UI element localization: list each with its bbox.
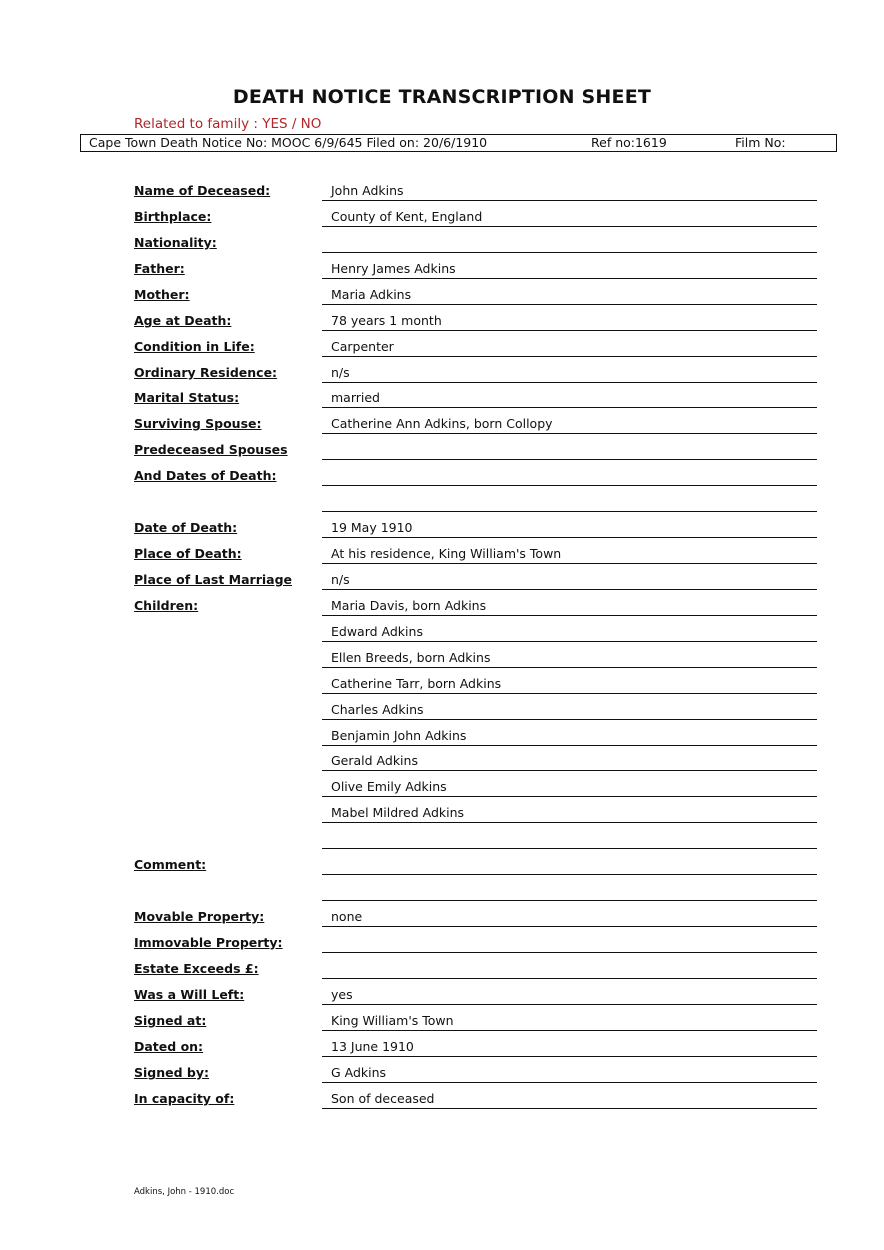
label-mother: Mother: (134, 287, 190, 302)
field-line (322, 641, 817, 642)
reference-number: Ref no:1619 (591, 135, 667, 150)
child-entry: Edward Adkins (331, 624, 423, 639)
death-notice-header-box (80, 134, 837, 152)
value-in-capacity-of: Son of deceased (331, 1091, 435, 1106)
field-line (322, 745, 817, 746)
field-line (322, 356, 817, 357)
value-surviving-spouse: Catherine Ann Adkins, born Collopy (331, 416, 553, 431)
field-line (322, 1082, 817, 1083)
value-marital-status: married (331, 390, 380, 405)
child-entry: Benjamin John Adkins (331, 728, 467, 743)
child-entry: Maria Davis, born Adkins (331, 598, 487, 613)
value-age-at-death: 78 years 1 month (331, 313, 442, 328)
value-mother: Maria Adkins (331, 287, 412, 302)
field-line (322, 1004, 817, 1005)
field-line (322, 304, 817, 305)
field-line (322, 1030, 817, 1031)
label-signed-by: Signed by: (134, 1065, 210, 1080)
label-estate-exceeds: Estate Exceeds £: (134, 961, 259, 976)
label-children: Children: (134, 598, 199, 613)
label-predeceased-spouses: Predeceased Spouses (134, 442, 288, 457)
field-line (322, 252, 817, 253)
field-line (322, 822, 817, 823)
value-place-of-death: At his residence, King William's Town (331, 546, 562, 561)
value-place-of-last-marriage: n/s (331, 572, 350, 587)
label-signed-at: Signed at: (134, 1013, 207, 1028)
label-dates-of-death: And Dates of Death: (134, 468, 277, 483)
field-line (322, 226, 817, 227)
field-line (322, 952, 817, 953)
label-father: Father: (134, 261, 185, 276)
child-entry: Olive Emily Adkins (331, 779, 447, 794)
field-line (322, 719, 817, 720)
label-surviving-spouse: Surviving Spouse: (134, 416, 262, 431)
label-age-at-death: Age at Death: (134, 313, 232, 328)
label-in-capacity-of: In capacity of: (134, 1091, 235, 1106)
value-signed-by: G Adkins (331, 1065, 387, 1080)
field-line (322, 278, 817, 279)
label-ordinary-residence: Ordinary Residence: (134, 365, 278, 380)
field-line (322, 200, 817, 201)
label-birthplace: Birthplace: (134, 209, 212, 224)
field-line (322, 667, 817, 668)
label-dated-on: Dated on: (134, 1039, 204, 1054)
field-line (322, 770, 817, 771)
film-number: Film No: (735, 135, 786, 150)
field-line (322, 1108, 817, 1109)
field-line (322, 900, 817, 901)
field-line (322, 511, 817, 512)
field-line (322, 978, 817, 979)
value-birthplace: County of Kent, England (331, 209, 483, 224)
label-movable-property: Movable Property: (134, 909, 265, 924)
child-entry: Gerald Adkins (331, 753, 418, 768)
value-ordinary-residence: n/s (331, 365, 350, 380)
value-dated-on: 13 June 1910 (331, 1039, 414, 1054)
related-to-family: Related to family : YES / NO (134, 116, 322, 132)
value-will-left: yes (331, 987, 353, 1002)
label-nationality: Nationality: (134, 235, 217, 250)
field-line (322, 615, 817, 616)
field-line (322, 382, 817, 383)
document-filename: Adkins, John - 1910.doc (134, 1187, 235, 1197)
child-entry: Catherine Tarr, born Adkins (331, 676, 502, 691)
field-line (322, 874, 817, 875)
field-line (322, 589, 817, 590)
page-title: DEATH NOTICE TRANSCRIPTION SHEET (232, 86, 652, 108)
value-father: Henry James Adkins (331, 261, 456, 276)
label-comment: Comment: (134, 857, 207, 872)
field-line (322, 330, 817, 331)
label-place-of-last-marriage: Place of Last Marriage (134, 572, 293, 587)
value-name-of-deceased: John Adkins (331, 183, 404, 198)
field-line (322, 485, 817, 486)
label-name-of-deceased: Name of Deceased: (134, 183, 271, 198)
value-condition-in-life: Carpenter (331, 339, 394, 354)
label-condition-in-life: Condition in Life: (134, 339, 255, 354)
field-line (322, 926, 817, 927)
label-will-left: Was a Will Left: (134, 987, 245, 1002)
field-line (322, 459, 817, 460)
field-line (322, 537, 817, 538)
child-entry: Charles Adkins (331, 702, 424, 717)
field-line (322, 1056, 817, 1057)
field-line (322, 796, 817, 797)
child-entry: Mabel Mildred Adkins (331, 805, 465, 820)
field-line (322, 848, 817, 849)
field-line (322, 407, 817, 408)
label-immovable-property: Immovable Property: (134, 935, 283, 950)
value-signed-at: King William's Town (331, 1013, 454, 1028)
label-marital-status: Marital Status: (134, 390, 240, 405)
death-notice-number: Cape Town Death Notice No: MOOC 6/9/645 Filed on: 20/6/1910 (89, 135, 488, 150)
label-date-of-death: Date of Death: (134, 520, 238, 535)
value-movable-property: none (331, 909, 363, 924)
field-line (322, 693, 817, 694)
label-place-of-death: Place of Death: (134, 546, 242, 561)
field-line (322, 433, 817, 434)
value-date-of-death: 19 May 1910 (331, 520, 413, 535)
child-entry: Ellen Breeds, born Adkins (331, 650, 491, 665)
field-line (322, 563, 817, 564)
